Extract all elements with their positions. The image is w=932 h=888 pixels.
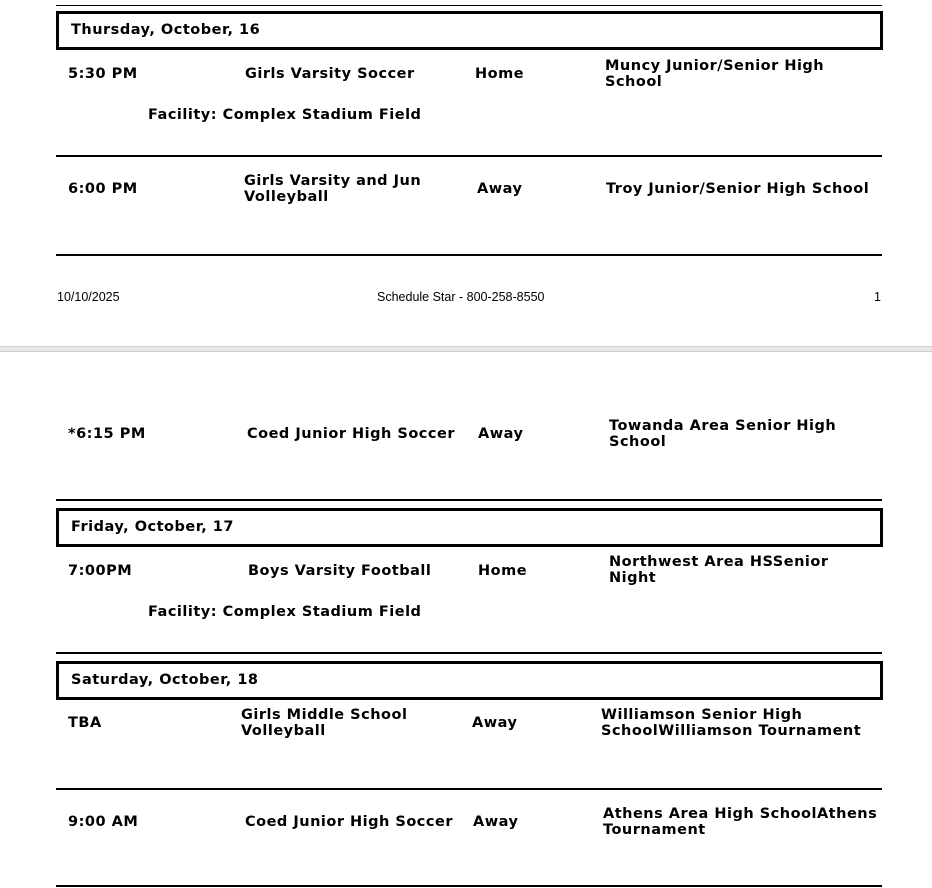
event-location: Home (478, 563, 528, 579)
day-header-label: Thursday, October, 16 (71, 22, 261, 38)
event-opponent: Athens Area High SchoolAthens Tournament (603, 806, 878, 838)
event-name: Coed Junior High Soccer (247, 426, 455, 442)
event-time: *6:15 PM (68, 426, 146, 442)
event-time: 5:30 PM (68, 66, 138, 82)
event-name: Girls Varsity and Jun Volleyball (244, 173, 422, 205)
event-name: Coed Junior High Soccer (245, 814, 453, 830)
row-divider (56, 788, 882, 790)
schedule-page-2 (0, 351, 932, 888)
event-time: 9:00 AM (68, 814, 139, 830)
day-header-thursday (56, 11, 883, 50)
event-location: Away (473, 814, 519, 830)
event-name: Girls Middle School Volleyball (241, 707, 408, 739)
event-location: Away (478, 426, 524, 442)
row-divider (56, 499, 882, 501)
row-divider (56, 254, 882, 256)
day-header-label: Saturday, October, 18 (71, 672, 259, 688)
event-opponent: Muncy Junior/Senior High School (605, 58, 825, 90)
event-name: Girls Varsity Soccer (245, 66, 415, 82)
event-opponent: Williamson Senior High SchoolWilliamson Tournament (601, 707, 862, 739)
schedule-page-1 (0, 0, 932, 347)
event-time: TBA (68, 715, 102, 731)
event-facility: Facility: Complex Stadium Field (148, 107, 422, 123)
row-divider (56, 652, 882, 654)
event-location: Away (477, 181, 523, 197)
event-time: 6:00 PM (68, 181, 138, 197)
event-location: Away (472, 715, 518, 731)
top-rule (56, 5, 882, 6)
event-opponent: Troy Junior/Senior High School (606, 181, 870, 197)
event-opponent: Towanda Area Senior High School (609, 418, 837, 450)
day-header-friday (56, 508, 883, 547)
event-location: Home (475, 66, 525, 82)
row-divider (56, 155, 882, 157)
event-time: 7:00PM (68, 563, 133, 579)
footer-date: 10/10/2025 (57, 290, 120, 304)
footer-page-number: 1 (874, 290, 881, 304)
day-header-saturday (56, 661, 883, 700)
footer-center-text: Schedule Star - 800-258-8550 (377, 290, 545, 304)
event-opponent: Northwest Area HSSenior Night (609, 554, 829, 586)
day-header-label: Friday, October, 17 (71, 519, 234, 535)
event-name: Boys Varsity Football (248, 563, 432, 579)
event-facility: Facility: Complex Stadium Field (148, 604, 422, 620)
